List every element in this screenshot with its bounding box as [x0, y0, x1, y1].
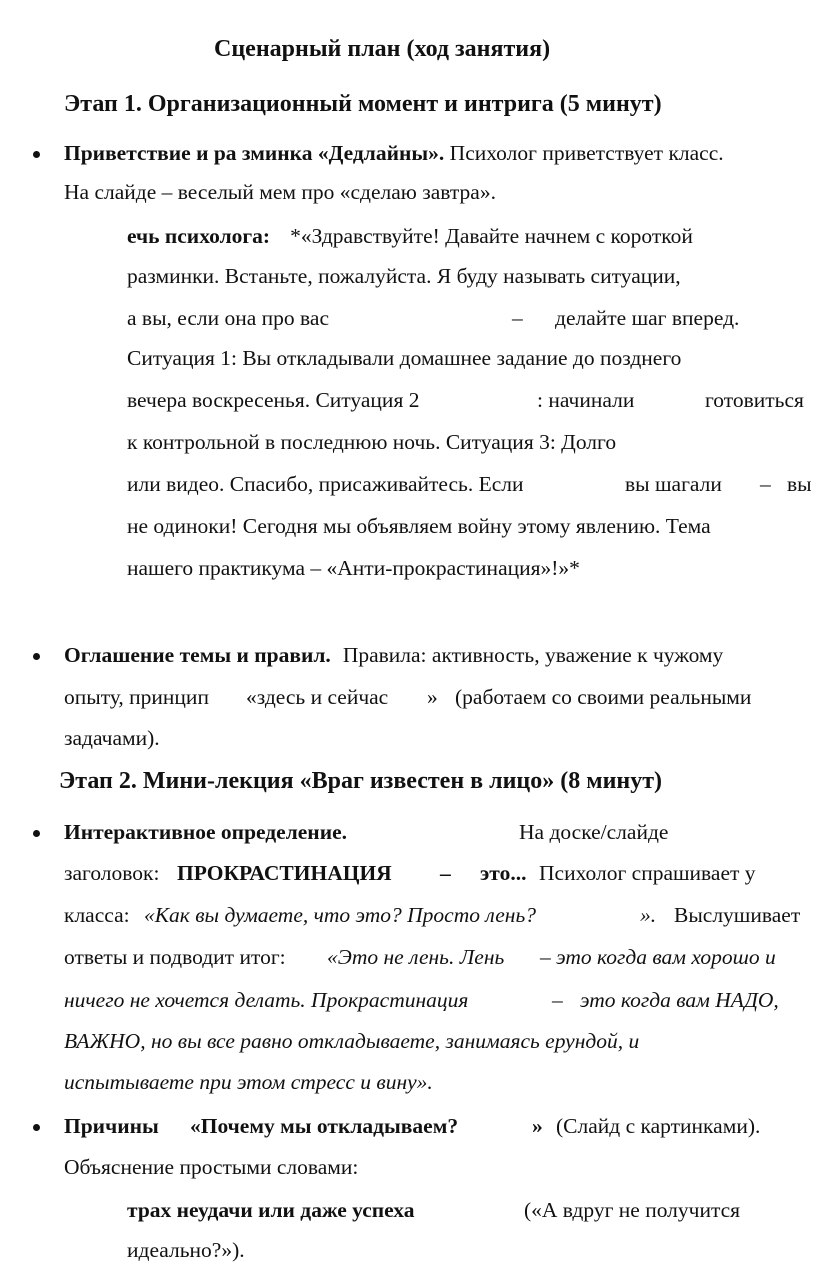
speech-line3b: – — [512, 306, 523, 330]
stage1-item2-line2c: » — [427, 685, 438, 709]
stage2-item1-line2a: заголовок: — [64, 861, 160, 885]
stage2-item1-eto: это... — [480, 861, 527, 885]
speech-line5a: вечера воскресенья. Ситуация 2 — [127, 388, 420, 412]
speech-line5c: готовиться — [705, 388, 804, 412]
stage1-item1-title: Приветствие и ра зминка «Дедлайны». — [64, 141, 445, 165]
stage2-item2-line3: («А вдруг не получится — [524, 1198, 741, 1222]
speech-text-1: *«Здравствуйте! Давайте начнем с короткой — [290, 224, 693, 248]
speech-line2: разминки. Встаньте, пожалуйста. Я буду называть ситуации, — [127, 264, 681, 288]
stage2-item2-line2: Объяснение простыми словами: — [64, 1155, 359, 1179]
stage2-item1-line7: испытываете при этом стресс и вину». — [64, 1070, 433, 1094]
stage1-item1-line1 — [64, 138, 724, 168]
stage2-item1-line3a: класса: — [64, 903, 130, 927]
stage2-item1-keyword: ПРОКРАСТИНАЦИЯ — [177, 861, 392, 885]
stage1-item2-text: Правила: активность, уважение к чужому — [342, 643, 724, 667]
stage1-item2-line3: задачами). — [64, 726, 160, 750]
stage2-item2-title-c: » — [532, 1114, 543, 1138]
speech-line4: Ситуация 1: Вы откладывали домашнее задание до позднего — [127, 346, 682, 370]
bullet-icon — [33, 151, 40, 158]
speech-line6: к контрольной в последнюю ночь. Ситуация 3: Долго — [127, 430, 617, 454]
stage2-item2-title-a: Причины — [64, 1114, 159, 1138]
stage2-item2-line4: идеально?»). — [127, 1238, 245, 1262]
speech-line7b: вы шагали — [625, 472, 722, 496]
speech-line1 — [127, 221, 693, 251]
stage2-item2-text: (Слайд с картинками). — [556, 1114, 761, 1138]
stage1-item2-line2b: «здесь и сейчас — [246, 685, 389, 709]
stage2-item1-question: «Как вы думаете, что это? Просто лень? — [144, 903, 537, 927]
speech-line7d: вы — [787, 472, 812, 496]
stage2-item1-dash: – — [440, 861, 451, 885]
stage2-item2-subtitle: трах неудачи или даже успеха — [127, 1198, 415, 1222]
stage2-item1-line3c: ». — [640, 903, 657, 927]
speech-line3c: делайте шаг вперед. — [555, 306, 740, 330]
stage1-item1-line2: На слайде – веселый мем про «сделаю завтра». — [64, 180, 496, 204]
speech-line9: нашего практикума – «Анти-прокрастинация»!»* — [127, 556, 580, 580]
stage1-item2-line1 — [64, 640, 723, 670]
document-title: Сценарный план (ход занятия) — [214, 36, 551, 62]
stage1-item2-line2d: (работаем со своими реальными — [455, 685, 752, 709]
stage1-item2-title: Оглашение темы и правил. — [64, 643, 331, 667]
stage1-item2-line2a: опыту, принцип — [64, 685, 209, 709]
bullet-icon — [33, 830, 40, 837]
stage2-item1-line4b: «Это не лень. Лень — [327, 945, 505, 969]
stage2-item1-line2e: Психолог спрашивает у — [539, 861, 756, 885]
speech-line5b: : начинали — [537, 388, 635, 412]
stage2-heading: Этап 2. Мини-лекция «Враг известен в лицо» (8 минут) — [59, 768, 662, 794]
stage1-heading: Этап 1. Организационный момент и интрига (5 минут) — [64, 91, 662, 117]
stage2-item1-line6: ВАЖНО, но вы все равно откладываете, занимаясь ерундой, и — [64, 1029, 640, 1053]
stage2-item1-line3d: Выслушивает — [674, 903, 801, 927]
speech-line7a: или видео. Спасибо, присаживайтесь. Если — [127, 472, 524, 496]
stage1-item1-text: Психолог приветствует класс. — [444, 141, 724, 165]
speech-line8: не одиноки! Сегодня мы объявляем войну этому явлению. Тема — [127, 514, 711, 538]
speech-line7c: – — [760, 472, 771, 496]
stage2-item1-line4a: ответы и подводит итог: — [64, 945, 286, 969]
stage2-item2-title-b: «Почему мы откладываем? — [190, 1114, 459, 1138]
speech-label: ечь психолога: — [127, 224, 271, 248]
speech-line3a: а вы, если она про вас — [127, 306, 330, 330]
stage2-item1-line5a: ничего не хочется делать. Прокрастинация — [64, 988, 469, 1012]
stage2-item1-line4c: – это когда вам хорошо и — [540, 945, 776, 969]
bullet-icon — [33, 653, 40, 660]
stage2-item1-line5c: это когда вам НАДО, — [580, 988, 779, 1012]
stage2-item1-line5b: – — [552, 988, 563, 1012]
bullet-icon — [33, 1124, 40, 1131]
stage2-item1-title: Интерактивное определение. — [64, 820, 347, 844]
stage2-item1-text: На доске/слайде — [519, 820, 669, 844]
